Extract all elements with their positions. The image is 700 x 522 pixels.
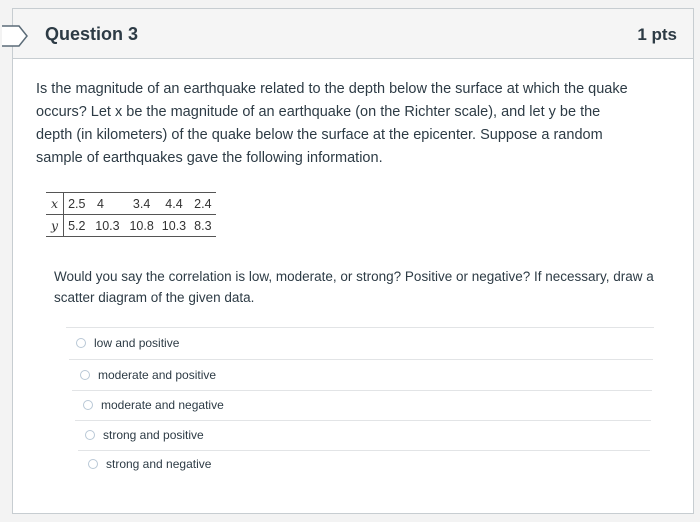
- answer-option-moderate-positive[interactable]: [80, 368, 216, 382]
- radio-button[interactable]: [80, 370, 90, 380]
- y-label: y: [46, 215, 64, 237]
- y-value: 8.3: [190, 215, 215, 237]
- answer-option-moderate-negative[interactable]: [83, 398, 224, 412]
- answer-label: strong and negative: [106, 457, 212, 471]
- data-table: [46, 192, 216, 237]
- table-row-y: [46, 215, 216, 237]
- y-value: 10.8: [125, 215, 157, 237]
- y-value: 5.2: [64, 215, 90, 237]
- answer-label: low and positive: [94, 336, 180, 350]
- answer-option-strong-negative[interactable]: [88, 457, 211, 471]
- answer-option-low-positive[interactable]: [76, 336, 179, 350]
- radio-button[interactable]: [85, 430, 95, 440]
- answer-label: moderate and positive: [98, 368, 217, 382]
- answer-label: strong and positive: [103, 428, 204, 442]
- radio-button[interactable]: [76, 338, 86, 348]
- question-follow-up: Would you say the correlation is low, moderate, or strong? Positive or negative? If necessary, draw a scatter diagram of the given data.: [54, 269, 654, 305]
- answer-option-strong-positive[interactable]: [85, 428, 204, 442]
- question-points: 1 pts: [637, 25, 677, 44]
- x-value: 4: [89, 193, 125, 215]
- x-value: 2.5: [64, 193, 90, 215]
- question-prompt: Is the magnitude of an earthquake related to the depth below the surface at which the quake occurs? Let x be the magnitude of an earthquake (on the Richter scale), and let y be the depth (in kilometers) of the quake below the surface at the epicenter. Suppose a random sample of earthquakes gave the following information.: [36, 81, 628, 166]
- question-header: [13, 9, 693, 59]
- answer-label: moderate and negative: [101, 398, 224, 412]
- table-row-x: [46, 193, 216, 215]
- radio-button[interactable]: [88, 459, 98, 469]
- flag-question-icon[interactable]: [1, 25, 29, 47]
- x-value: 4.4: [158, 193, 190, 215]
- question-title: Question 3: [45, 24, 139, 44]
- radio-button[interactable]: [83, 400, 93, 410]
- x-value: 3.4: [125, 193, 157, 215]
- y-value: 10.3: [89, 215, 125, 237]
- x-label: x: [46, 193, 64, 215]
- x-value: 2.4: [190, 193, 215, 215]
- y-value: 10.3: [158, 215, 190, 237]
